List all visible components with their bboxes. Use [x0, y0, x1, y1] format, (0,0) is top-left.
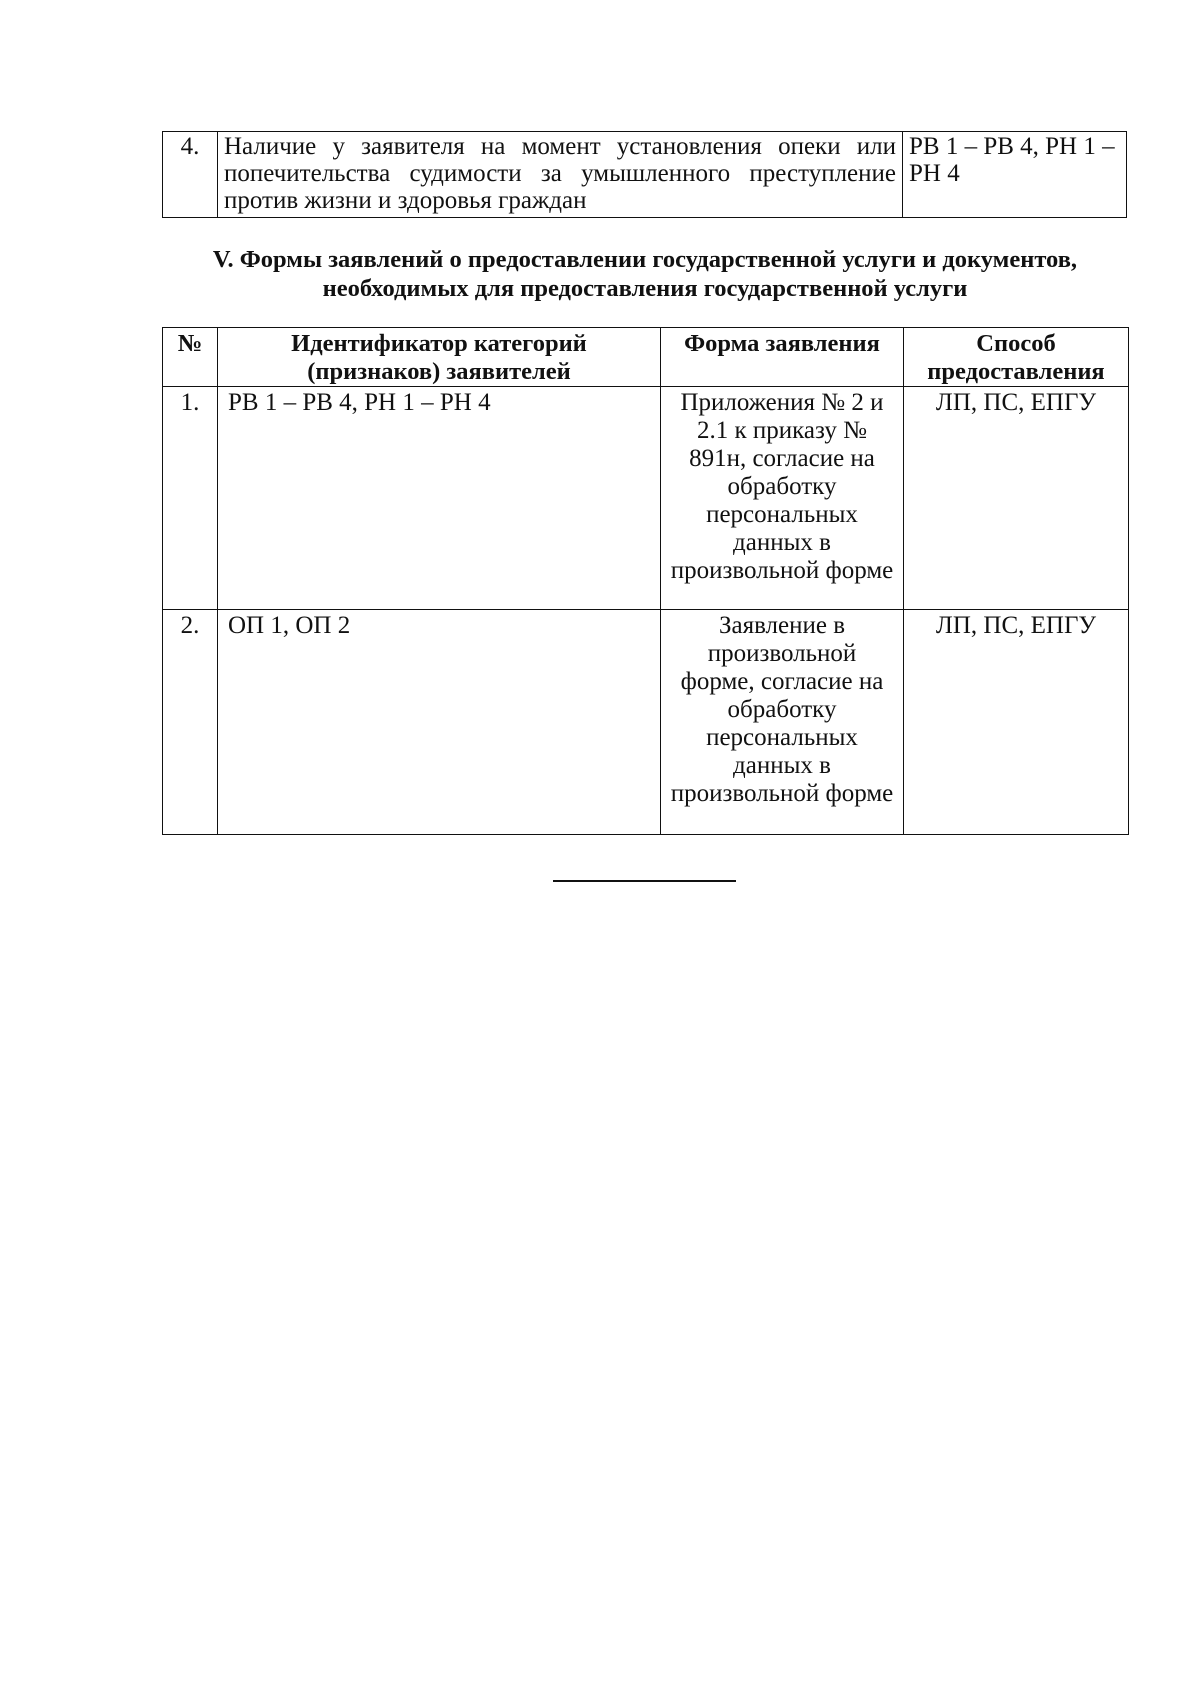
table-row — [163, 387, 1129, 610]
table-header-row — [163, 328, 1129, 387]
row-number: 1. — [163, 387, 218, 610]
category-identifier: РВ 1 – РВ 4, РН 1 – РН 4 — [218, 387, 661, 610]
application-form: Приложения № 2 и 2.1 к приказу № 891н, согласие на обработку персональных данных в произвольной форме — [661, 387, 904, 610]
category-identifier: ОП 1, ОП 2 — [218, 610, 661, 835]
header-number: № — [163, 328, 218, 387]
header-form: Форма заявления — [661, 328, 904, 387]
submission-method: ЛП, ПС, ЕПГУ — [904, 387, 1129, 610]
table-row — [163, 610, 1129, 835]
row-number: 2. — [163, 610, 218, 835]
header-method: Способ предоставления — [904, 328, 1129, 387]
category-codes: РВ 1 – РВ 4, РН 1 – РН 4 — [903, 132, 1127, 218]
application-form: Заявление в произвольной форме, согласие на обработку персональных данных в произвольной форме — [661, 610, 904, 835]
criterion-text: Наличие у заявителя на момент установления опеки или попечительства судимости за умышленного преступление против жизни и здоровья граждан — [218, 132, 903, 218]
table-row — [163, 132, 1127, 218]
row-number: 4. — [163, 132, 218, 218]
submission-method: ЛП, ПС, ЕПГУ — [904, 610, 1129, 835]
application-forms-table — [162, 327, 1129, 835]
header-identifier: Идентификатор категорий (признаков) заявителей — [218, 328, 661, 387]
criteria-table-continued — [162, 131, 1127, 218]
end-separator-line — [553, 880, 736, 882]
section-heading: V. Формы заявлений о предоставлении государственной услуги и документов, необходимых для предоставления государственной услуги — [212, 246, 1078, 302]
